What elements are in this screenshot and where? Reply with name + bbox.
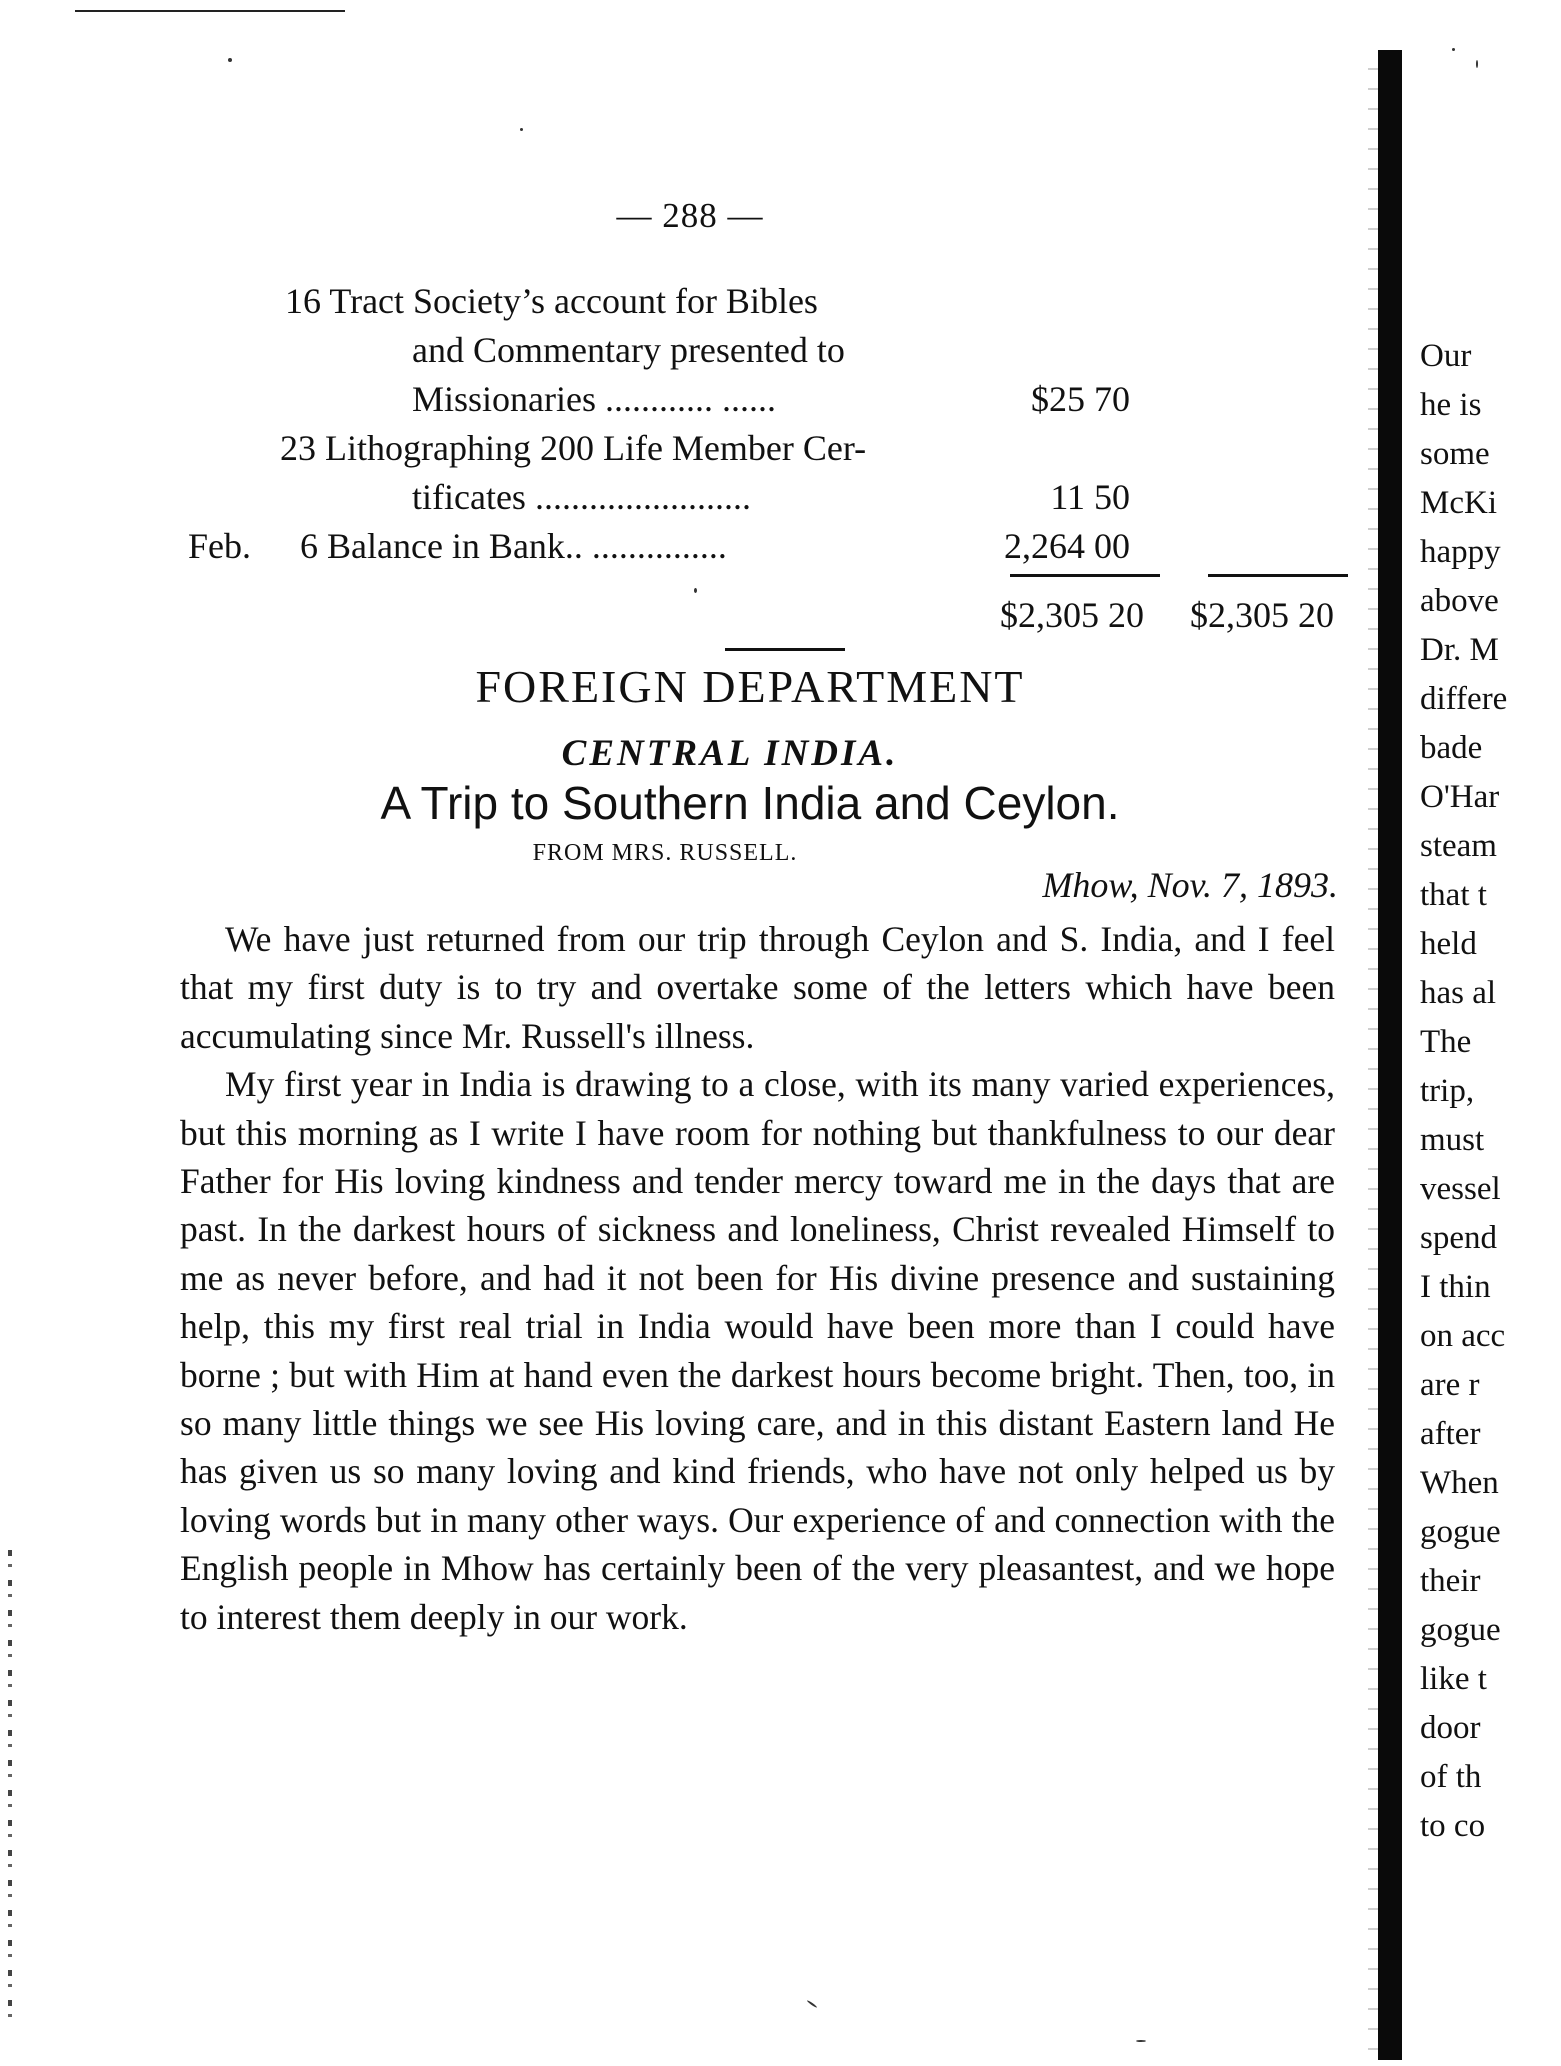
- adjacent-line: are r: [1420, 1367, 1480, 1403]
- adjacent-line: differe: [1420, 681, 1508, 717]
- binding-shadow: [1368, 50, 1378, 2060]
- scan-speck: [694, 588, 697, 593]
- adjacent-line: happy: [1420, 534, 1501, 570]
- byline: FROM MRS. RUSSELL.: [532, 840, 798, 866]
- adjacent-line: door: [1420, 1710, 1481, 1746]
- scan-speck: [807, 2000, 818, 2009]
- ledger-line: and Commentary presented to: [412, 330, 845, 370]
- ledger-amount: $25 70: [1031, 379, 1130, 419]
- adjacent-line: on acc: [1420, 1318, 1506, 1354]
- adjacent-line: McKi: [1420, 485, 1497, 521]
- adjacent-line: some: [1420, 436, 1490, 472]
- adjacent-line: O'Har: [1420, 779, 1500, 815]
- section-rule: [725, 648, 845, 651]
- scan-edge-noise: [8, 1550, 12, 2020]
- adjacent-line: steam: [1420, 828, 1497, 864]
- adjacent-line: trip,: [1420, 1073, 1475, 1109]
- adjacent-line: I thin: [1420, 1269, 1491, 1305]
- scan-speck: [1136, 2040, 1146, 2042]
- adjacent-line: he is: [1420, 387, 1482, 423]
- adjacent-page-fragment: [1420, 332, 1561, 1851]
- scan-speck: [1476, 60, 1478, 68]
- ledger-line: tificates ........................: [412, 477, 751, 517]
- total-right: $2,305 20: [1190, 595, 1334, 635]
- ledger-amount: 2,264 00: [1004, 526, 1130, 566]
- paragraph: We have just returned from our trip through Ceylon and S. India, and I feel that my first duty is to try and overtake some of the letters which have been accumulating since Mr. Russell's illness.: [180, 919, 1335, 1056]
- adjacent-line: When: [1420, 1465, 1499, 1501]
- adjacent-line: spend: [1420, 1220, 1497, 1256]
- ledger-month: Feb.: [188, 526, 251, 566]
- article-body: [180, 915, 1335, 1641]
- adjacent-line: above: [1420, 583, 1499, 619]
- adjacent-line: that t: [1420, 877, 1487, 913]
- total-rule: [1010, 574, 1160, 577]
- section-title: FOREIGN DEPARTMENT: [475, 661, 1025, 712]
- adjacent-line: like t: [1420, 1661, 1487, 1697]
- scan-speck: [1452, 48, 1455, 51]
- adjacent-line: vessel: [1420, 1171, 1501, 1207]
- adjacent-line: after: [1420, 1416, 1481, 1452]
- adjacent-line: gogue: [1420, 1514, 1501, 1550]
- total-left: $2,305 20: [1000, 595, 1144, 635]
- ledger-line: 6 Balance in Bank.. ...............: [300, 526, 727, 566]
- scan-speck: [228, 58, 232, 62]
- dateline: Mhow, Nov. 7, 1893.: [1042, 865, 1338, 905]
- ledger-line: 16 Tract Society’s account for Bibles: [285, 281, 818, 321]
- ledger-amount: 11 50: [1050, 477, 1130, 517]
- adjacent-line: to co: [1420, 1808, 1486, 1844]
- adjacent-line: The: [1420, 1024, 1472, 1060]
- binding-gutter: [1378, 50, 1402, 2060]
- paragraph: My first year in India is drawing to a close, with its many varied experiences, but this morning as I write I have room for nothing but thankfulness to our dear Father for His loving kindness and tender mercy toward me in the days that are past. In the darkest hours of sickness and loneliness, Christ revealed Himself to me as never before, and had it not been for His divine presence and sustaining help, this my first real trial in India would have been more than I could have borne ; but with Him at hand even the darkest hours become bright. Then, too, in so many little things we see His loving care, and in this distant Eastern land He has given us so many loving and kind friends, who have not only helped us by loving words but in many other ways. Our experience of and connection with the English people in Mhow has certainly been of the very pleasantest, and we hope to interest them deeply in our work.: [180, 1064, 1335, 1637]
- adjacent-line: gogue: [1420, 1612, 1501, 1648]
- ledger-line: 23 Lithographing 200 Life Member Cer-: [280, 428, 867, 468]
- adjacent-line: Our: [1420, 338, 1472, 374]
- total-rule: [1208, 574, 1348, 577]
- ledger-line: Missionaries ............ ......: [412, 379, 776, 419]
- adjacent-line: of th: [1420, 1759, 1482, 1795]
- adjacent-line: Dr. M: [1420, 632, 1499, 668]
- adjacent-line: held: [1420, 926, 1477, 962]
- scan-speck: [520, 128, 523, 131]
- region-heading: CENTRAL INDIA.: [561, 733, 899, 774]
- adjacent-line: has al: [1420, 975, 1497, 1011]
- adjacent-line: bade: [1420, 730, 1483, 766]
- adjacent-line: must: [1420, 1122, 1485, 1158]
- adjacent-line: their: [1420, 1563, 1481, 1599]
- article-title: A Trip to Southern India and Ceylon.: [380, 777, 1120, 829]
- page-number: — 288 —: [616, 196, 764, 235]
- top-rule: [75, 10, 345, 12]
